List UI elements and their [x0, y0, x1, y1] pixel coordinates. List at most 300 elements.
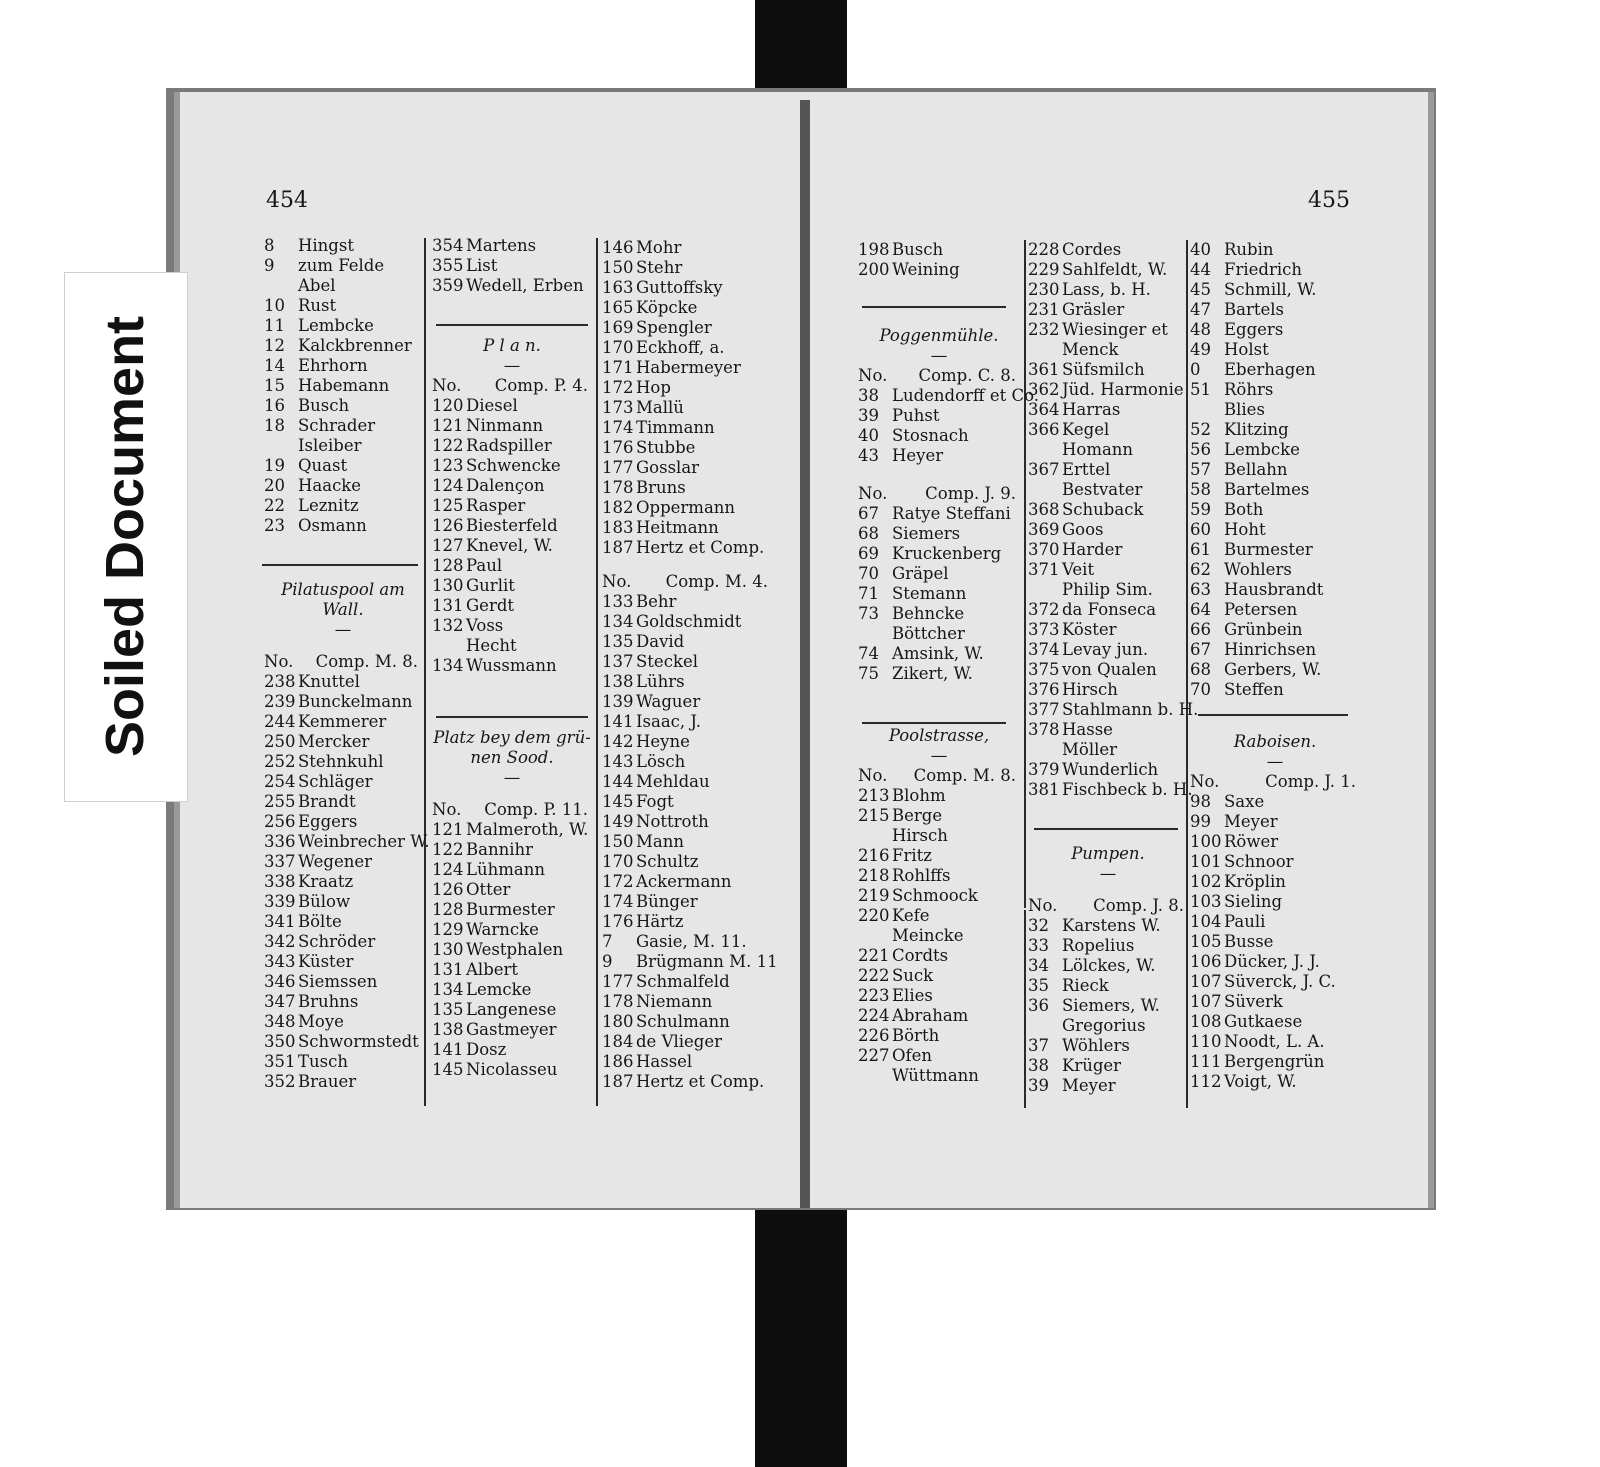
- list-item: [602, 832, 772, 852]
- house-number: 111: [1190, 1052, 1222, 1071]
- house-number: 355: [432, 256, 464, 275]
- resident-name: Süverk: [1224, 992, 1283, 1011]
- house-number: 100: [1190, 832, 1222, 851]
- comp-header: No. Comp. M. 8.: [264, 652, 418, 671]
- entries-block: [858, 786, 1020, 1086]
- column-left-1: [264, 236, 430, 1092]
- house-number: 135: [602, 632, 634, 651]
- house-number: 337: [264, 852, 296, 871]
- list-item: [264, 456, 422, 476]
- page-number-right: 455: [1308, 188, 1350, 213]
- list-item: [602, 752, 772, 772]
- resident-name: Fogt: [636, 792, 674, 811]
- resident-name: Schwormstedt: [298, 1032, 419, 1051]
- resident-name: Heyne: [636, 732, 690, 751]
- resident-name: Friedrich: [1224, 260, 1302, 279]
- list-item: [1190, 600, 1360, 620]
- house-number: 215: [858, 806, 890, 825]
- entries-block: [858, 240, 1020, 280]
- resident-name: Schwencke: [466, 456, 561, 475]
- page-number-left: 454: [266, 188, 308, 213]
- resident-name: Eckhoff, a.: [636, 338, 725, 357]
- list-item: [602, 632, 772, 652]
- list-item: [602, 338, 772, 358]
- list-item: [432, 980, 592, 1000]
- list-item: [432, 436, 592, 456]
- list-item: [1190, 792, 1360, 812]
- resident-name: Wöhlers: [1062, 1036, 1130, 1055]
- resident-name: Ninmann: [466, 416, 544, 435]
- list-item: [858, 966, 1020, 986]
- resident-name: Rubin: [1224, 240, 1274, 259]
- resident-name: Niemann: [636, 992, 713, 1011]
- list-item: [1190, 952, 1360, 972]
- list-item: [264, 792, 422, 812]
- list-item: [602, 932, 772, 952]
- list-item: [1028, 956, 1188, 976]
- resident-name: von Qualen: [1062, 660, 1157, 679]
- resident-name: Holst: [1224, 340, 1269, 359]
- house-number: 368: [1028, 500, 1060, 519]
- resident-name: Schmoock: [892, 886, 978, 905]
- resident-name: Hausbrandt: [1224, 580, 1324, 599]
- house-number: 51: [1190, 380, 1211, 399]
- list-item: [1190, 660, 1360, 680]
- house-number: 229: [1028, 260, 1060, 279]
- list-item: [432, 880, 592, 900]
- house-number: 130: [432, 940, 464, 959]
- house-number: 73: [858, 604, 879, 623]
- list-item: [432, 616, 592, 636]
- list-item: [1028, 1016, 1188, 1036]
- house-number: 107: [1190, 972, 1222, 991]
- resident-name: Dosz: [466, 1040, 507, 1059]
- resident-name: Lass, b. H.: [1062, 280, 1151, 299]
- list-item: [1028, 916, 1188, 936]
- resident-name: Burmester: [466, 900, 555, 919]
- resident-name: Harder: [1062, 540, 1123, 559]
- list-item: [602, 278, 772, 298]
- resident-name: Bünger: [636, 892, 698, 911]
- list-item: [602, 672, 772, 692]
- house-number: 244: [264, 712, 296, 731]
- resident-name: Lösch: [636, 752, 686, 771]
- list-item: [858, 906, 1020, 926]
- house-number: 198: [858, 240, 890, 259]
- house-number: 354: [432, 236, 464, 255]
- house-number: 18: [264, 416, 285, 435]
- resident-name: Tusch: [298, 1052, 348, 1071]
- house-number: 370: [1028, 540, 1060, 559]
- house-number: 112: [1190, 1072, 1222, 1091]
- house-number: 150: [602, 832, 634, 851]
- house-number: 7: [602, 932, 613, 951]
- house-number: 8: [264, 236, 275, 255]
- list-item: [1028, 280, 1188, 300]
- resident-name: Möller: [1062, 740, 1118, 759]
- list-item: [432, 456, 592, 476]
- dash: —: [930, 746, 948, 765]
- resident-name: Lembcke: [1224, 440, 1300, 459]
- resident-name: Wohlers: [1224, 560, 1292, 579]
- list-item: [602, 592, 772, 612]
- list-item: [602, 318, 772, 338]
- list-item: [1190, 972, 1360, 992]
- resident-name: Rust: [298, 296, 337, 315]
- list-item: [1190, 280, 1360, 300]
- dash: —: [503, 768, 521, 787]
- entries-block: [602, 238, 772, 558]
- resident-name: Blies: [1224, 400, 1265, 419]
- house-number: 381: [1028, 780, 1060, 799]
- house-number: 106: [1190, 952, 1222, 971]
- list-item: [1028, 300, 1188, 320]
- resident-name: Bruns: [636, 478, 686, 497]
- house-number: 22: [264, 496, 285, 515]
- resident-name: Martens: [466, 236, 537, 255]
- house-number: 98: [1190, 792, 1211, 811]
- list-item: [1190, 892, 1360, 912]
- list-item: [1190, 1052, 1360, 1072]
- list-item: [858, 524, 1020, 544]
- house-number: 187: [602, 538, 634, 557]
- list-item: [858, 926, 1020, 946]
- resident-name: Weinbrecher W.: [298, 832, 430, 851]
- list-item: [264, 1072, 422, 1092]
- house-number: 186: [602, 1052, 634, 1071]
- house-number: 176: [602, 438, 634, 457]
- resident-name: Grünbein: [1224, 620, 1303, 639]
- resident-name: List: [466, 256, 498, 275]
- resident-name: Meyer: [1062, 1076, 1116, 1095]
- resident-name: Berge: [892, 806, 943, 825]
- house-number: 128: [432, 556, 464, 575]
- house-number: 38: [1028, 1056, 1049, 1075]
- list-item: [602, 692, 772, 712]
- list-item: [264, 812, 422, 832]
- list-item: [602, 478, 772, 498]
- house-number: 377: [1028, 700, 1060, 719]
- list-item: [602, 258, 772, 278]
- list-item: [858, 386, 1040, 406]
- comp-header: No. Comp. J. 9.: [858, 484, 1016, 503]
- list-item: [1028, 580, 1188, 600]
- house-number: 39: [858, 406, 879, 425]
- resident-name: Bartelmes: [1224, 480, 1310, 499]
- resident-name: Hinrichsen: [1224, 640, 1317, 659]
- list-item: [432, 536, 592, 556]
- resident-name: Brandt: [298, 792, 356, 811]
- house-number: 379: [1028, 760, 1060, 779]
- list-item: [264, 752, 422, 772]
- list-item: [1028, 420, 1188, 440]
- list-item: [1028, 1076, 1188, 1096]
- column-left-3: [602, 238, 778, 1092]
- house-number: 177: [602, 972, 634, 991]
- house-number: 108: [1190, 1012, 1222, 1031]
- house-number: 373: [1028, 620, 1060, 639]
- list-item: [858, 1006, 1020, 1026]
- resident-name: Levay jun.: [1062, 640, 1149, 659]
- list-item: [1190, 540, 1360, 560]
- list-item: [1028, 560, 1188, 580]
- list-item: [264, 516, 422, 536]
- house-number: 60: [1190, 520, 1211, 539]
- list-item: [1190, 812, 1360, 832]
- list-item: [432, 656, 592, 676]
- list-item: [432, 636, 592, 656]
- resident-name: Steffen: [1224, 680, 1284, 699]
- house-number: 33: [1028, 936, 1049, 955]
- house-number: 124: [432, 476, 464, 495]
- list-item: [1190, 320, 1360, 340]
- list-item: [432, 236, 592, 256]
- comp-header: No. Comp. J. 8.: [1028, 896, 1184, 915]
- list-item: [602, 298, 772, 318]
- resident-name: Eggers: [1224, 320, 1284, 339]
- list-item: [1028, 540, 1188, 560]
- house-number: 376: [1028, 680, 1060, 699]
- resident-name: Fischbeck b. H.: [1062, 780, 1193, 799]
- resident-name: Hingst: [298, 236, 354, 255]
- house-number: [1028, 480, 1062, 500]
- binding-strip-bottom: [755, 1208, 847, 1467]
- house-number: 227: [858, 1046, 890, 1065]
- house-number: 150: [602, 258, 634, 277]
- resident-name: Lemcke: [466, 980, 532, 999]
- list-item: [1028, 720, 1188, 740]
- resident-name: Zikert, W.: [892, 664, 973, 683]
- house-number: 346: [264, 972, 296, 991]
- house-number: 213: [858, 786, 890, 805]
- house-number: 102: [1190, 872, 1222, 891]
- house-number: 19: [264, 456, 285, 475]
- house-number: 9: [602, 952, 613, 971]
- resident-name: Gräpel: [892, 564, 949, 583]
- resident-name: Böttcher: [892, 624, 965, 643]
- comp-header: No. Comp. P. 4.: [432, 376, 588, 395]
- list-item: [264, 476, 422, 496]
- house-number: 52: [1190, 420, 1211, 439]
- list-item: [1028, 400, 1188, 420]
- list-item: [1190, 380, 1360, 400]
- list-item: [1028, 740, 1188, 760]
- list-item: [1028, 700, 1199, 720]
- list-item: [432, 496, 592, 516]
- list-item: [264, 672, 422, 692]
- resident-name: Veit: [1062, 560, 1095, 579]
- resident-name: Gräsler: [1062, 300, 1125, 319]
- house-number: 339: [264, 892, 296, 911]
- resident-name: Wiesinger et: [1062, 320, 1168, 339]
- list-item: [1190, 1072, 1360, 1092]
- street-heading: Pumpen.: [1071, 844, 1145, 863]
- house-number: 48: [1190, 320, 1211, 339]
- list-item: [432, 416, 592, 436]
- house-number: 372: [1028, 600, 1060, 619]
- house-number: 20: [264, 476, 285, 495]
- resident-name: Petersen: [1224, 600, 1298, 619]
- entries-block: [264, 672, 430, 1092]
- resident-name: Busse: [1224, 932, 1274, 951]
- list-item: [432, 256, 592, 276]
- resident-name: Krüger: [1062, 1056, 1122, 1075]
- resident-name: Brauer: [298, 1072, 357, 1091]
- house-number: 70: [858, 564, 879, 583]
- resident-name: Langenese: [466, 1000, 557, 1019]
- list-item: [858, 786, 1020, 806]
- list-item: [432, 860, 592, 880]
- house-number: [1028, 580, 1062, 600]
- column-left-2: [432, 236, 592, 1080]
- resident-name: Both: [1224, 500, 1264, 519]
- house-number: 66: [1190, 620, 1211, 639]
- list-item: [858, 886, 1020, 906]
- house-number: 182: [602, 498, 634, 517]
- resident-name: Gasie, M. 11.: [636, 932, 747, 951]
- list-item: [264, 972, 422, 992]
- resident-name: Schnoor: [1224, 852, 1294, 871]
- list-item: [264, 892, 422, 912]
- resident-name: Hertz et Comp.: [636, 1072, 765, 1091]
- house-number: 131: [432, 960, 464, 979]
- resident-name: Lührs: [636, 672, 685, 691]
- resident-name: Philip Sim.: [1062, 580, 1153, 599]
- list-item: [1028, 340, 1188, 360]
- list-item: [264, 732, 422, 752]
- comp-header: No. Comp. P. 11.: [432, 800, 588, 819]
- resident-name: Elies: [892, 986, 933, 1005]
- resident-name: Otter: [466, 880, 511, 899]
- list-item: [264, 1032, 422, 1052]
- resident-name: Gosslar: [636, 458, 700, 477]
- resident-name: Bergengrün: [1224, 1052, 1325, 1071]
- house-number: 120: [432, 396, 464, 415]
- house-number: 123: [432, 456, 464, 475]
- list-item: [602, 498, 772, 518]
- house-number: 56: [1190, 440, 1211, 459]
- list-item: [1190, 620, 1360, 640]
- resident-name: David: [636, 632, 685, 651]
- house-number: 134: [432, 980, 464, 999]
- resident-name: Burmester: [1224, 540, 1313, 559]
- resident-name: Eberhagen: [1224, 360, 1316, 379]
- house-number: 32: [1028, 916, 1049, 935]
- house-number: 177: [602, 458, 634, 477]
- resident-name: Lühmann: [466, 860, 545, 879]
- street-heading: Poggenmühle.: [879, 326, 999, 345]
- house-number: 105: [1190, 932, 1222, 951]
- house-number: 341: [264, 912, 296, 931]
- house-number: 144: [602, 772, 634, 791]
- house-number: 14: [264, 356, 285, 375]
- list-item: [602, 398, 772, 418]
- house-number: 40: [1190, 240, 1211, 259]
- house-number: 67: [858, 504, 879, 523]
- street-heading: Pilatuspool am: [281, 580, 405, 599]
- list-item: [1028, 380, 1188, 400]
- list-item: [602, 1072, 772, 1092]
- list-item: [1190, 460, 1360, 480]
- resident-name: Siemers: [892, 524, 961, 543]
- list-item: [264, 872, 422, 892]
- list-item: [264, 316, 422, 336]
- resident-name: Bannihr: [466, 840, 534, 859]
- list-item: [432, 516, 592, 536]
- house-number: [432, 636, 466, 656]
- house-number: 364: [1028, 400, 1060, 419]
- list-item: [264, 952, 422, 972]
- list-item: [264, 1012, 422, 1032]
- list-item: [1028, 936, 1188, 956]
- resident-name: Lölckes, W.: [1062, 956, 1156, 975]
- resident-name: Cordts: [892, 946, 949, 965]
- list-item: [432, 576, 592, 596]
- list-item: [1028, 260, 1188, 280]
- list-item: [602, 652, 772, 672]
- resident-name: Mercker: [298, 732, 370, 751]
- list-item: [602, 1012, 772, 1032]
- list-item: [264, 496, 422, 516]
- resident-name: Gregorius: [1062, 1016, 1146, 1035]
- house-number: 9: [264, 256, 275, 275]
- house-number: 62: [1190, 560, 1211, 579]
- list-item: [1190, 872, 1360, 892]
- house-number: 143: [602, 752, 634, 771]
- house-number: 352: [264, 1072, 296, 1091]
- house-number: 47: [1190, 300, 1211, 319]
- house-number: [264, 276, 298, 296]
- list-item: [1190, 680, 1360, 700]
- resident-name: Radspiller: [466, 436, 552, 455]
- resident-name: Bölte: [298, 912, 342, 931]
- list-item: [1028, 640, 1188, 660]
- house-number: 145: [432, 1060, 464, 1079]
- resident-name: Stubbe: [636, 438, 696, 457]
- resident-name: Wegener: [298, 852, 372, 871]
- list-item: [432, 1000, 592, 1020]
- column-rule: [596, 238, 598, 1106]
- resident-name: Isleiber: [298, 436, 362, 455]
- resident-name: Röwer: [1224, 832, 1279, 851]
- resident-name: da Fonseca: [1062, 600, 1157, 619]
- house-number: 238: [264, 672, 296, 691]
- resident-name: Warncke: [466, 920, 539, 939]
- resident-name: Rieck: [1062, 976, 1109, 995]
- house-number: 126: [432, 516, 464, 535]
- list-item: [432, 960, 592, 980]
- house-number: 37: [1028, 1036, 1049, 1055]
- entries-block: [602, 592, 778, 1092]
- resident-name: Malmeroth, W.: [466, 820, 589, 839]
- soiled-document-text: Soiled Document: [95, 315, 155, 757]
- house-number: 362: [1028, 380, 1060, 399]
- resident-name: Siemssen: [298, 972, 378, 991]
- list-item: [432, 920, 592, 940]
- list-item: [1190, 1012, 1360, 1032]
- resident-name: Klitzing: [1224, 420, 1289, 439]
- list-item: [432, 1060, 592, 1080]
- resident-name: Lembcke: [298, 316, 374, 335]
- list-item: [1028, 500, 1188, 520]
- resident-name: Börth: [892, 1026, 940, 1045]
- resident-name: Wunderlich: [1062, 760, 1159, 779]
- resident-name: Gastmeyer: [466, 1020, 557, 1039]
- list-item: [264, 236, 422, 256]
- dash: —: [930, 346, 948, 365]
- list-item: [1028, 460, 1188, 480]
- resident-name: Rasper: [466, 496, 526, 515]
